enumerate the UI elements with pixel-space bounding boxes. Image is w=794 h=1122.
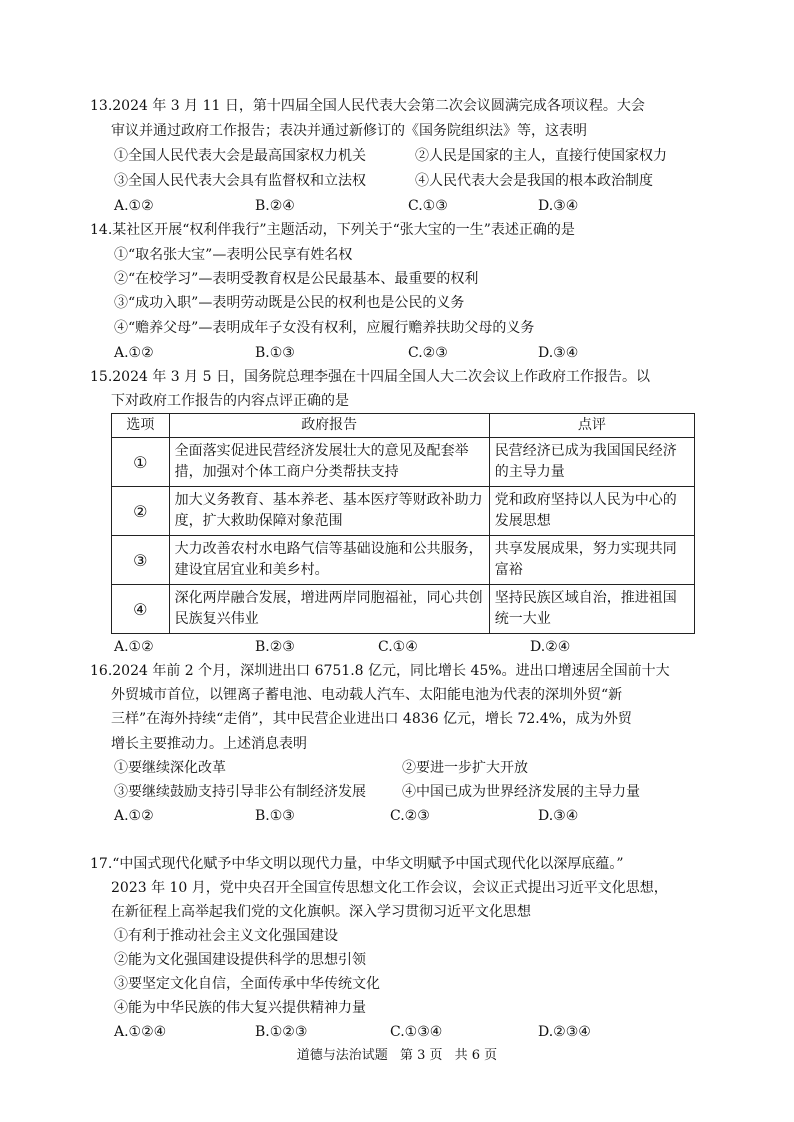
q16-stem-line-3: 三样”在海外持续“走俏”，其中民营企业进出口 4836 亿元，增长 72.4%，成为外贸 [111, 711, 632, 727]
table-cell-comment: 民营经济已成为我国国民经济的主导力量 [489, 438, 694, 487]
q15-evaluation-table [111, 413, 695, 634]
q16-choice-b[interactable]: B.①③ [255, 808, 295, 824]
q15-choice-a[interactable]: A.①② [114, 639, 154, 655]
q13-statement-1: ①全国人民代表大会是最高国家权力机关 [114, 148, 366, 164]
q13-choice-d[interactable]: D.③④ [538, 198, 579, 214]
footer-page-number: 第 3 页 [399, 1048, 443, 1063]
q16-stem-line-2: 外贸城市首位，以锂离子蓄电池、电动载人汽车、太阳能电池为代表的深圳外贸“新 [111, 687, 623, 703]
table-cell-comment: 坚持民族区域自治，推进祖国统一大业 [489, 585, 694, 634]
q14-choice-b[interactable]: B.①③ [255, 345, 295, 361]
table-cell-report: 大力改善农村水电路气信等基础设施和公共服务，建设宜居宜业和美乡村。 [169, 536, 489, 585]
table-header-comment: 点评 [489, 414, 694, 438]
q17-choice-a[interactable]: A.①②④ [114, 1024, 167, 1040]
table-cell-report: 加大义务教育、基本养老、基本医疗等财政补助力度，扩大救助保障对象范围 [169, 487, 489, 536]
q17-stem-line-1: 17.“中国式现代化赋予中华文明以现代力量，中华文明赋予中国式现代化以深厚底蕴。” [90, 856, 624, 872]
table-header-row [112, 414, 695, 438]
q16-stem-line-1: 16.2024 年前 2 个月，深圳进出口 6751.8 亿元，同比增长 45%。进出口增速居全国前十大 [90, 663, 670, 679]
q17-choice-b[interactable]: B.①②③ [255, 1024, 308, 1040]
q14-choice-a[interactable]: A.①② [114, 345, 154, 361]
q16-statement-2: ②要进一步扩大开放 [402, 760, 528, 776]
table-cell-comment: 党和政府坚持以人民为中心的发展思想 [489, 487, 694, 536]
q15-stem-line-2: 下对政府工作报告的内容点评正确的是 [111, 393, 349, 409]
page-footer [0, 1046, 794, 1066]
q17-statement-4: ④能为中华民族的伟大复兴提供精神力量 [114, 1000, 366, 1016]
q17-stem-line-2: 2023 年 10 月，党中央召开全国宣传思想文化工作会议，会议正式提出习近平文化思想， [111, 880, 668, 896]
q16-stem-line-4: 增长主要推动力。上述消息表明 [111, 736, 307, 752]
q13-stem-line-1: 13.2024 年 3 月 11 日，第十四届全国人民代表大会第二次会议圆满完成各项议程。大会 [90, 98, 645, 114]
table-cell-option: ④ [112, 585, 170, 634]
q14-choice-d[interactable]: D.③④ [538, 345, 579, 361]
q13-stem-line-2: 审议并通过政府工作报告；表决并通过新修订的《国务院组织法》等，这表明 [111, 123, 587, 139]
q15-stem-line-1: 15.2024 年 3 月 5 日，国务院总理李强在十四届全国人大二次会议上作政府工作报告。以 [90, 369, 650, 385]
q17-choice-d[interactable]: D.②③④ [538, 1024, 591, 1040]
table-header-option: 选项 [112, 414, 170, 438]
footer-total-pages: 共 6 页 [454, 1048, 498, 1063]
q14-statement-4: ④“赡养父母”—表明成年子女没有权利，应履行赡养扶助父母的义务 [114, 320, 535, 336]
q17-statement-3: ③要坚定文化自信，全面传承中华传统文化 [114, 976, 380, 992]
q17-choice-c[interactable]: C.①③④ [390, 1024, 443, 1040]
table-row [112, 487, 695, 536]
q13-choice-b[interactable]: B.②④ [255, 198, 295, 214]
table-cell-comment: 共享发展成果，努力实现共同富裕 [489, 536, 694, 585]
q15-choice-d[interactable]: D.②④ [530, 639, 571, 655]
q16-choice-a[interactable]: A.①② [114, 808, 154, 824]
q13-choice-a[interactable]: A.①② [114, 198, 154, 214]
q17-statement-1: ①有利于推动社会主义文化强国建设 [114, 928, 338, 944]
q15-choice-b[interactable]: B.②③ [255, 639, 295, 655]
table-cell-option: ② [112, 487, 170, 536]
q16-statement-1: ①要继续深化改革 [114, 760, 226, 776]
q14-statement-2: ②“在校学习”—表明受教育权是公民最基本、最重要的权利 [114, 271, 479, 287]
footer-subject: 道德与法治试题 [296, 1048, 388, 1063]
q13-statement-4: ④人民代表大会是我国的根本政治制度 [415, 173, 653, 189]
table-cell-option: ③ [112, 536, 170, 585]
q14-statement-3: ③“成功入职”—表明劳动既是公民的权利也是公民的义务 [114, 295, 465, 311]
table-row [112, 536, 695, 585]
q14-choice-c[interactable]: C.②③ [408, 345, 448, 361]
q17-stem-line-3: 在新征程上高举起我们党的文化旗帜。深入学习贯彻习近平文化思想 [111, 904, 531, 920]
q14-stem: 14.某社区开展“权利伴我行”主题活动，下列关于“张大宝的一生”表述正确的是 [90, 222, 575, 238]
q14-statement-1: ①“取名张大宝”—表明公民享有姓名权 [114, 247, 353, 263]
table-header-report: 政府报告 [169, 414, 489, 438]
table-cell-report: 全面落实促进民营经济发展壮大的意见及配套举措，加强对个体工商户分类帮扶支持 [169, 438, 489, 487]
q13-statement-2: ②人民是国家的主人，直接行使国家权力 [415, 148, 667, 164]
q16-statement-3: ③要继续鼓励支持引导非公有制经济发展 [114, 784, 366, 800]
q13-statement-3: ③全国人民代表大会具有监督权和立法权 [114, 173, 366, 189]
table-row [112, 585, 695, 634]
q16-choice-c[interactable]: C.②③ [390, 808, 430, 824]
q13-choice-c[interactable]: C.①③ [408, 198, 448, 214]
q15-choice-c[interactable]: C.①④ [378, 639, 418, 655]
table-cell-report: 深化两岸融合发展，增进两岸同胞福祉，同心共创民族复兴伟业 [169, 585, 489, 634]
q17-statement-2: ②能为文化强国建设提供科学的思想引领 [114, 952, 366, 968]
q16-statement-4: ④中国已成为世界经济发展的主导力量 [402, 784, 640, 800]
table-cell-option: ① [112, 438, 170, 487]
q16-choice-d[interactable]: D.③④ [538, 808, 579, 824]
table-row [112, 438, 695, 487]
